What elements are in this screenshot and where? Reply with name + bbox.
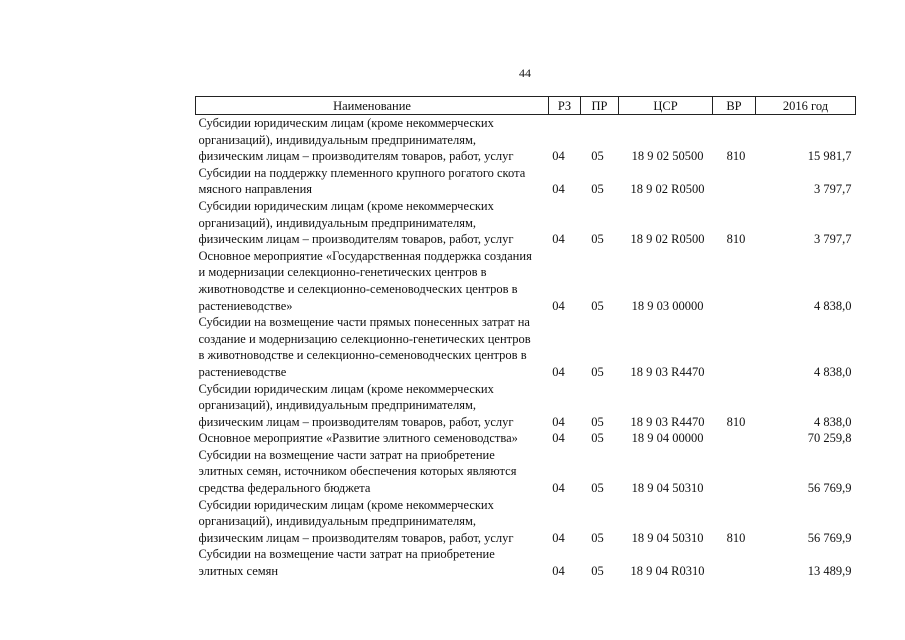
table-body (196, 115, 856, 580)
row-name: Субсидии на возмещение части прямых понесенных затрат на создание и модернизацию селекционно-генетических центров в животноводстве и селекционно-семеноводческих центров в растениеводстве (198, 315, 531, 379)
table-row (196, 248, 856, 314)
row-name: Субсидии юридическим лицам (кроме некоммерческих организаций), индивидуальным предпринимателям, физическим лицам – производителям товаров, работ, услуг (198, 116, 514, 164)
table-row (196, 430, 856, 447)
row-csr: 18 9 04 50310 (631, 530, 704, 545)
row-amount: 3 797,7 (814, 182, 852, 197)
table-row (196, 546, 856, 579)
header-year: 2016 год (756, 97, 856, 115)
row-csr: 18 9 02 R0500 (630, 182, 705, 197)
row-amount: 4 838,0 (814, 298, 852, 313)
row-name: Субсидии юридическим лицам (кроме некоммерческих организаций), индивидуальным предпринимателям, физическим лицам – производителям товаров, работ, услуг (198, 381, 514, 429)
header-name: Наименование (196, 97, 549, 115)
table-row (196, 497, 856, 547)
row-name: Субсидии юридическим лицам (кроме некоммерческих организаций), индивидуальным предпринимателям, физическим лицам – производителям товаров, работ, услуг (198, 497, 514, 545)
budget-table (195, 96, 856, 580)
row-pr: 05 (591, 481, 604, 496)
row-name: Основное мероприятие «Государственная поддержка создания и модернизации селекционно-генетических центров в животноводстве и селекционно-семеноводческих центров в растениеводстве» (198, 248, 532, 313)
row-vr: 810 (726, 149, 746, 164)
row-rz: 04 (552, 298, 565, 313)
row-pr: 05 (591, 414, 604, 429)
row-csr: 18 9 03 R4470 (630, 364, 705, 379)
row-rz: 04 (552, 182, 565, 197)
row-pr: 05 (591, 431, 604, 446)
row-amount: 56 769,9 (807, 481, 852, 496)
row-amount: 4 838,0 (814, 414, 852, 429)
row-vr (713, 430, 756, 447)
row-csr: 18 9 04 00000 (631, 431, 704, 446)
row-pr: 05 (591, 364, 604, 379)
row-rz: 04 (552, 530, 565, 545)
row-amount: 3 797,7 (814, 232, 852, 247)
row-csr: 18 9 02 50500 (631, 149, 704, 164)
page-number: 44 (519, 66, 531, 80)
row-rz: 04 (552, 364, 565, 379)
row-vr (713, 447, 756, 497)
header-pr: ПР (581, 97, 619, 115)
table-row (196, 115, 856, 165)
row-csr: 18 9 04 R0310 (630, 564, 705, 579)
row-pr: 05 (591, 564, 604, 579)
row-amount: 13 489,9 (807, 564, 852, 579)
row-vr (713, 314, 756, 380)
row-csr: 18 9 04 50310 (631, 481, 704, 496)
header-row (196, 97, 856, 115)
row-pr: 05 (591, 298, 604, 313)
row-name: Основное мероприятие «Развитие элитного семеноводства» (198, 431, 518, 446)
row-vr: 810 (726, 530, 746, 545)
row-amount: 15 981,7 (807, 149, 852, 164)
header-rz: РЗ (549, 97, 581, 115)
row-rz: 04 (552, 481, 565, 496)
row-rz: 04 (552, 431, 565, 446)
row-name: Субсидии на поддержку племенного крупного рогатого скота мясного направления (198, 165, 526, 197)
row-amount: 4 838,0 (814, 364, 852, 379)
row-amount: 56 769,9 (807, 530, 852, 545)
row-vr (713, 165, 756, 198)
row-name: Субсидии юридическим лицам (кроме некоммерческих организаций), индивидуальным предпринимателям, физическим лицам – производителям товаров, работ, услуг (198, 198, 514, 247)
row-pr: 05 (591, 232, 604, 247)
table-row (196, 165, 856, 198)
table-row (196, 314, 856, 380)
row-pr: 05 (591, 530, 604, 545)
row-rz: 04 (552, 414, 565, 429)
row-rz: 04 (552, 149, 565, 164)
row-vr: 810 (726, 232, 746, 247)
header-vr: ВР (713, 97, 756, 115)
row-pr: 05 (591, 182, 604, 197)
row-csr: 18 9 02 R0500 (630, 232, 705, 247)
row-rz: 04 (552, 564, 565, 579)
row-vr: 810 (726, 414, 746, 429)
row-pr: 05 (591, 149, 604, 164)
row-vr (713, 546, 756, 579)
row-name: Субсидии на возмещение части затрат на приобретение элитных семян, источником обеспечения которых являются средства федерального бюджета (198, 447, 517, 496)
row-amount: 70 259,8 (807, 431, 852, 446)
row-csr: 18 9 03 00000 (631, 298, 704, 313)
table-row (196, 381, 856, 431)
row-rz: 04 (552, 232, 565, 247)
table-row (196, 447, 856, 497)
row-csr: 18 9 03 R4470 (630, 414, 705, 429)
row-name: Субсидии на возмещение части затрат на приобретение элитных семян (198, 547, 495, 579)
table-row (196, 198, 856, 248)
header-csr: ЦСР (619, 97, 713, 115)
table-header (196, 97, 856, 115)
row-vr (713, 248, 756, 314)
